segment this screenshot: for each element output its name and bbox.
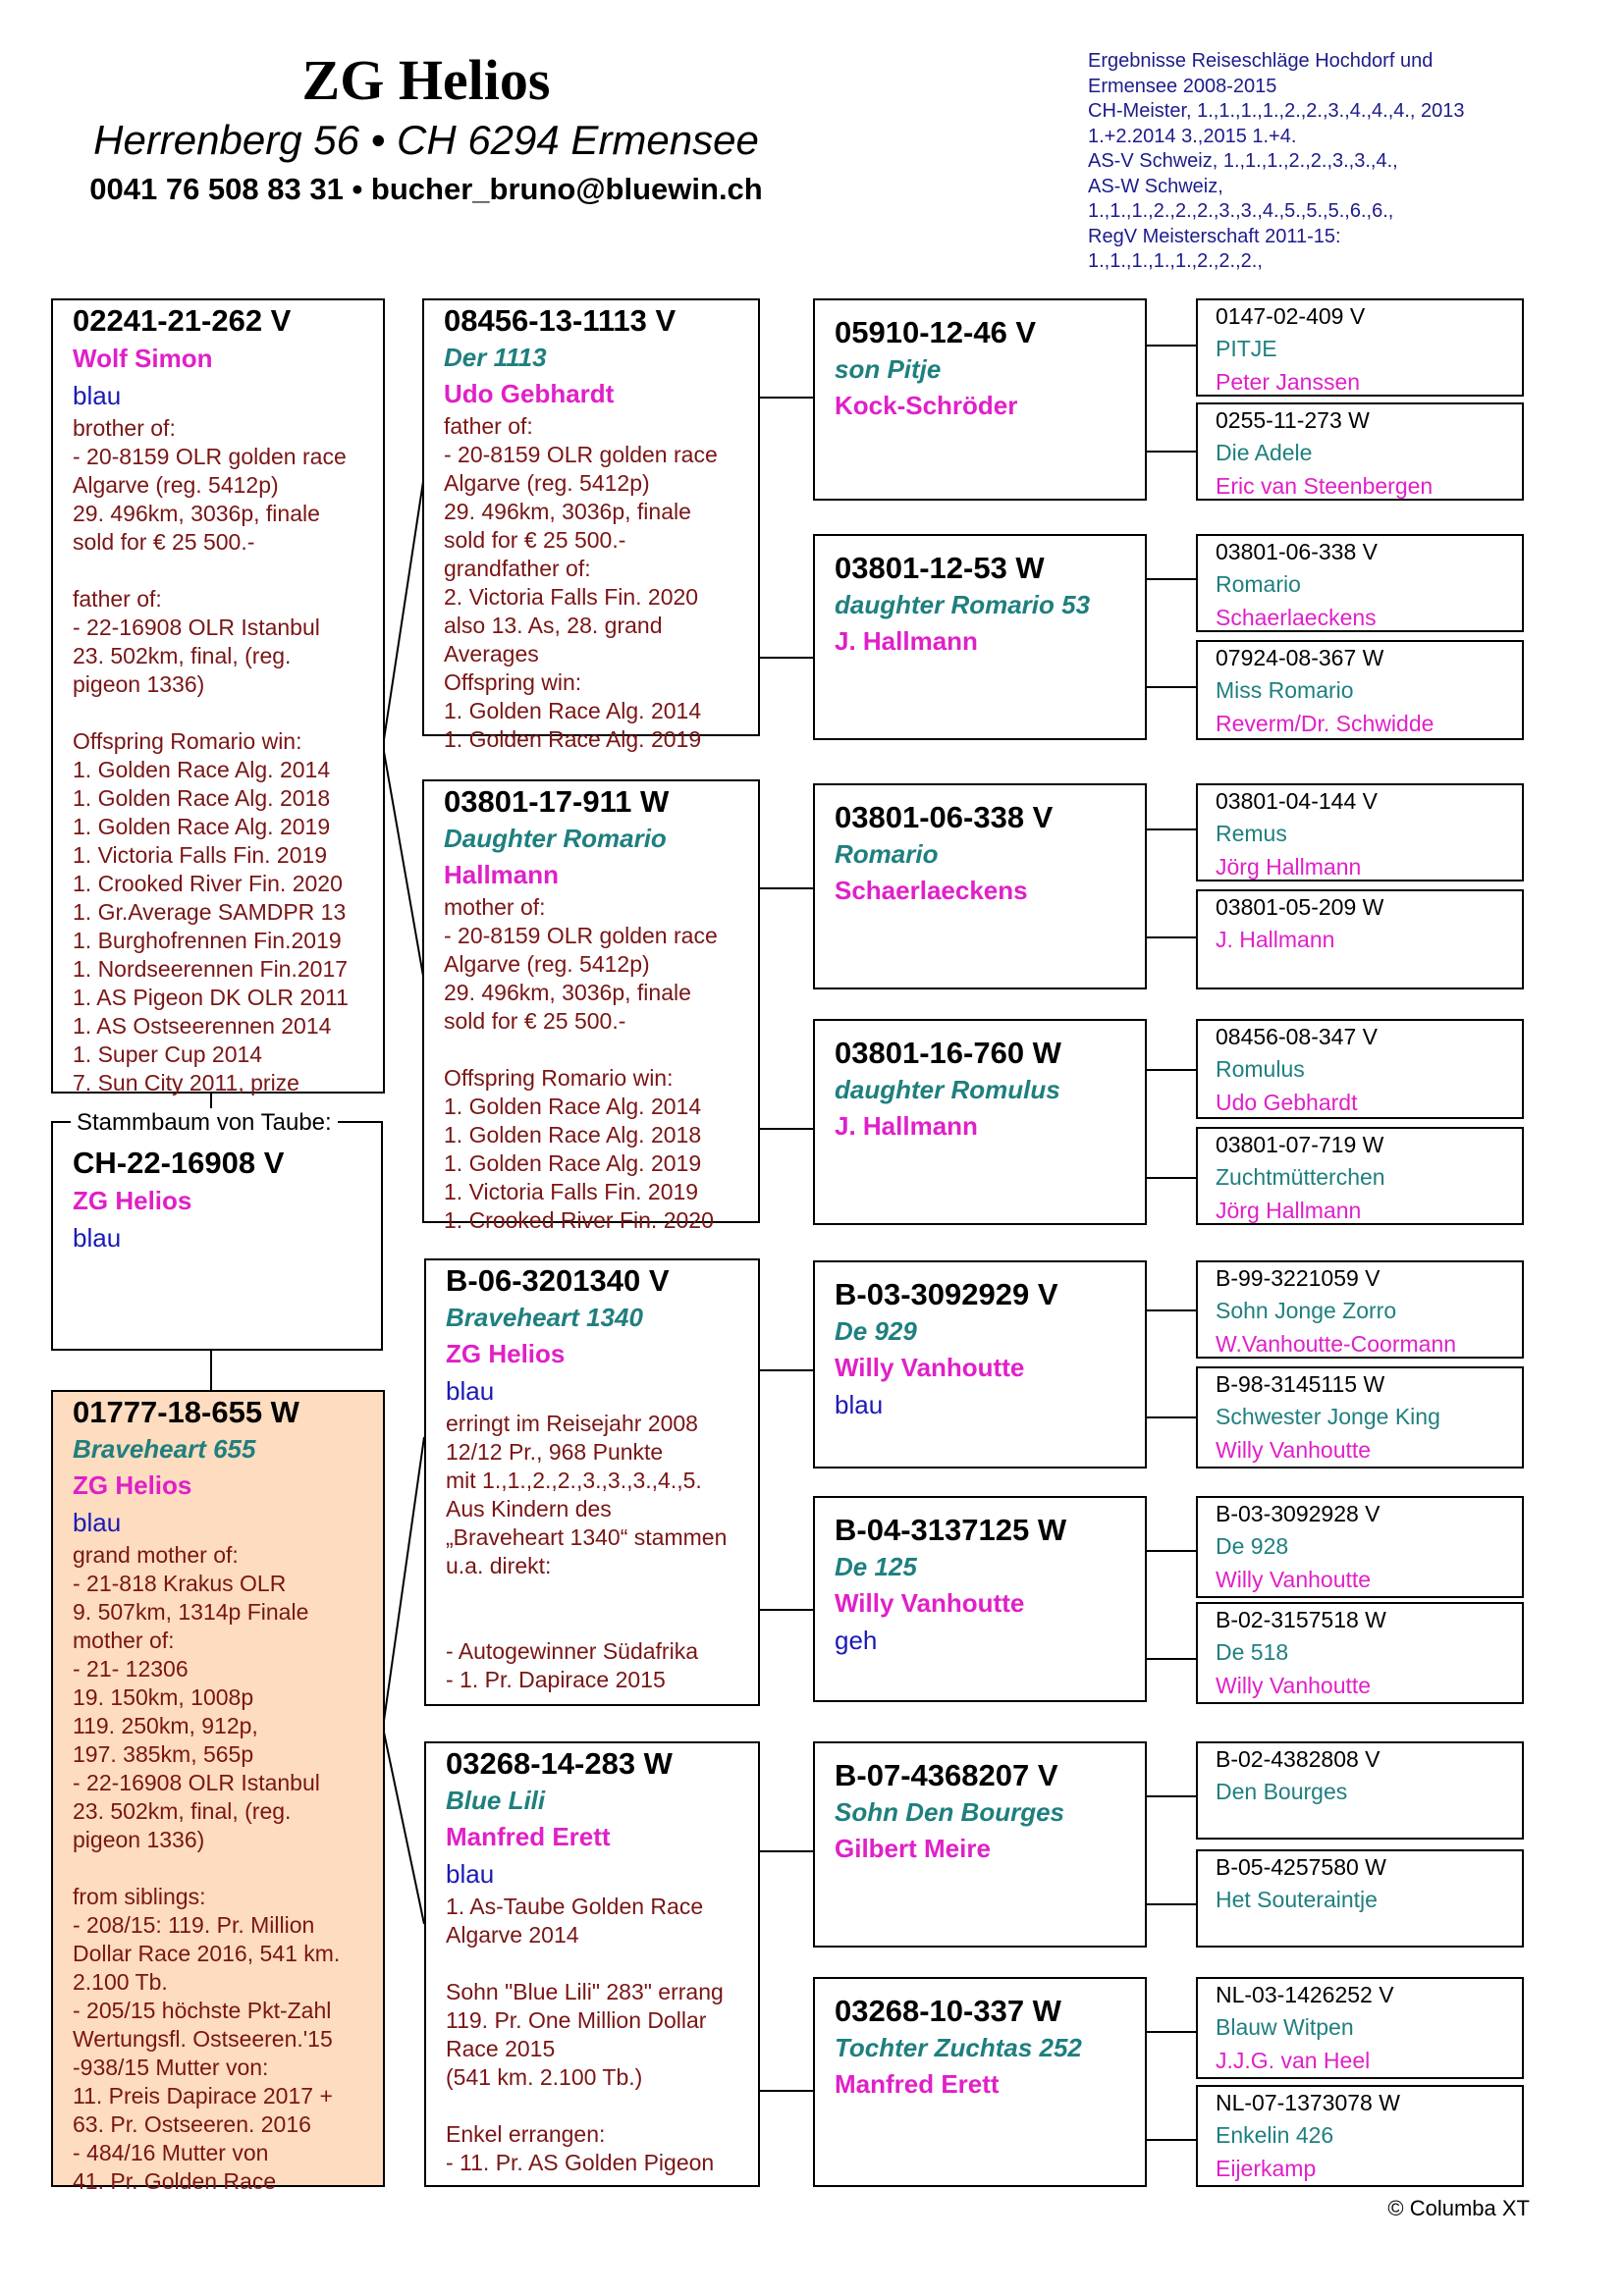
pigeon-name: Sohn Jonge Zorro bbox=[1216, 1298, 1397, 1323]
pigeon-notes bbox=[444, 893, 738, 1235]
ring-number: B-03-3092928 V bbox=[1216, 1501, 1380, 1526]
note-line: 1. Golden Race Alg. 2019 bbox=[73, 814, 331, 839]
pigeon-name: Schwester Jonge King bbox=[1216, 1404, 1440, 1429]
pigeon-notes bbox=[446, 1410, 738, 1694]
note-line: u.a. direkt: bbox=[446, 1553, 552, 1578]
ring-number: B-03-3092929 V bbox=[835, 1277, 1058, 1311]
note-line: - 484/16 Mutter von bbox=[73, 2140, 269, 2165]
pigeon-name: Remus bbox=[1216, 821, 1287, 846]
pigeon-breeder: J.J.G. van Heel bbox=[1216, 2048, 1371, 2073]
note-line: (541 km. 2.100 Tb.) bbox=[446, 2064, 643, 2090]
note-line: 2.100 Tb. bbox=[73, 1969, 168, 1995]
results-line: AS-W Schweiz, bbox=[1088, 175, 1223, 197]
note-line: 29. 496km, 3036p, finale bbox=[73, 501, 320, 526]
ancestor-card[interactable] bbox=[1196, 1127, 1524, 1225]
note-line: - 20-8159 OLR golden race bbox=[444, 923, 718, 948]
pigeon-breeder: W.Vanhoutte-Coormann bbox=[1216, 1331, 1457, 1357]
note-line: Algarve (reg. 5412p) bbox=[73, 472, 279, 498]
pigeon-name: PITJE bbox=[1216, 336, 1277, 361]
breeder-title: ZG Helios bbox=[301, 48, 551, 112]
pigeon-color: blau bbox=[446, 1376, 495, 1406]
great-grandparent-card[interactable] bbox=[813, 1977, 1147, 2187]
pigeon-name: son Pitje bbox=[835, 354, 942, 384]
note-line: „Braveheart 1340“ stammen bbox=[446, 1524, 728, 1550]
ring-number: B-07-4368207 V bbox=[835, 1758, 1058, 1792]
results-line: Ergebnisse Reiseschläge Hochdorf und bbox=[1088, 50, 1434, 72]
note-line: 9. 507km, 1314p Finale bbox=[73, 1599, 309, 1625]
note-line: pigeon 1336) bbox=[73, 1827, 205, 1852]
note-line: 41. Pr. Golden Race bbox=[73, 2168, 277, 2194]
note-line: - 1. Pr. Dapirace 2015 bbox=[446, 1667, 666, 1692]
pigeon-name: Het Souteraintje bbox=[1216, 1887, 1378, 1912]
note-line: Wertungsfl. Ostseeren.'15 bbox=[73, 2026, 333, 2052]
pigeon-name: Enkelin 426 bbox=[1216, 2122, 1334, 2148]
note-line: grandfather of: bbox=[444, 556, 591, 581]
ring-number: B-05-4257580 W bbox=[1216, 1854, 1386, 1880]
pigeon-color: blau bbox=[73, 1508, 122, 1537]
note-line: erringt im Reisejahr 2008 bbox=[446, 1411, 698, 1436]
note-line: 1. Crooked River Fin. 2020 bbox=[444, 1207, 714, 1233]
ring-number: 03801-16-760 W bbox=[835, 1036, 1061, 1070]
pigeon-breeder: ZG Helios bbox=[73, 1470, 192, 1500]
pigeon-name: Wolf Simon bbox=[73, 344, 213, 373]
pigeon-breeder: J. Hallmann bbox=[835, 1111, 978, 1141]
note-line: 1. Golden Race Alg. 2014 bbox=[444, 698, 702, 723]
pigeon-name: Blue Lili bbox=[446, 1786, 546, 1815]
pigeon-name: Blauw Witpen bbox=[1216, 2014, 1354, 2040]
ring-number: 07924-08-367 W bbox=[1216, 645, 1384, 670]
note-line: also 13. As, 28. grand bbox=[444, 613, 663, 638]
pigeon-name: De 928 bbox=[1216, 1533, 1289, 1559]
pigeon-name: Zuchtmütterchen bbox=[1216, 1164, 1385, 1190]
ancestor-card[interactable] bbox=[1196, 1849, 1524, 1948]
note-line: 29. 496km, 3036p, finale bbox=[444, 499, 691, 524]
note-line bbox=[446, 1580, 738, 1609]
note-line: - 21- 12306 bbox=[73, 1656, 189, 1682]
ring-number: NL-03-1426252 V bbox=[1216, 1982, 1394, 2007]
note-line: -938/15 Mutter von: bbox=[73, 2055, 269, 2080]
pigeon-name: Romulus bbox=[1216, 1056, 1305, 1082]
ancestor-card[interactable] bbox=[1196, 1260, 1524, 1359]
ring-number: 03268-14-283 W bbox=[446, 1746, 673, 1781]
ancestor-card[interactable] bbox=[1196, 2085, 1524, 2187]
pigeon-breeder: Schaerlaeckens bbox=[835, 876, 1028, 905]
pigeon-color: blau bbox=[73, 381, 122, 410]
pigeon-name: Die Adele bbox=[1216, 440, 1313, 465]
ring-number: B-99-3221059 V bbox=[1216, 1265, 1380, 1291]
note-line: sold for € 25 500.- bbox=[444, 527, 626, 553]
results-line: 1.,1.,1.,1.,1.,2.,2.,2., bbox=[1088, 250, 1263, 272]
note-line: 119. 250km, 912p, bbox=[73, 1713, 258, 1738]
pigeon-breeder: Manfred Erett bbox=[835, 2069, 1000, 2099]
note-line: 1. Burghofrennen Fin.2019 bbox=[73, 928, 342, 953]
note-line: 19. 150km, 1008p bbox=[73, 1684, 254, 1710]
pigeon-breeder: Willy Vanhoutte bbox=[1216, 1673, 1372, 1698]
pigeon-notes bbox=[446, 1893, 738, 2177]
note-line: Offspring Romario win: bbox=[73, 728, 302, 754]
note-line: 1. Victoria Falls Fin. 2019 bbox=[444, 1179, 699, 1204]
ancestor-card[interactable] bbox=[1196, 1602, 1524, 1704]
ring-number: 02241-21-262 V bbox=[73, 303, 292, 338]
pigeon-breeder: Reverm/Dr. Schwidde bbox=[1216, 711, 1435, 736]
pigeon-breeder: J. Hallmann bbox=[1216, 927, 1335, 952]
results-line: 1.,1.,1.,2.,2.,2.,3.,3.,4.,5.,5.,5.,6.,6., bbox=[1088, 200, 1394, 222]
ancestor-card[interactable] bbox=[1196, 889, 1524, 989]
note-line: 1. Victoria Falls Fin. 2019 bbox=[73, 842, 328, 868]
note-line: Sohn "Blue Lili" 283" errang bbox=[446, 1979, 724, 2004]
ring-number: 03801-06-338 V bbox=[835, 800, 1054, 834]
pigeon-name: Tochter Zuchtas 252 bbox=[835, 2033, 1082, 2062]
note-line: 1. Golden Race Alg. 2018 bbox=[444, 1122, 702, 1148]
note-line: 1. Crooked River Fin. 2020 bbox=[73, 871, 343, 896]
note-line: - 20-8159 OLR golden race bbox=[444, 442, 718, 467]
note-line bbox=[73, 557, 363, 585]
pigeon-breeder: Hallmann bbox=[444, 860, 560, 889]
note-line: Dollar Race 2016, 541 km. bbox=[73, 1941, 341, 1966]
note-line bbox=[73, 1854, 363, 1883]
ring-number: B-06-3201340 V bbox=[446, 1263, 670, 1298]
ancestor-card[interactable] bbox=[1196, 1741, 1524, 1840]
great-grandparent-card[interactable] bbox=[813, 783, 1147, 989]
ring-number: 03801-12-53 W bbox=[835, 551, 1045, 585]
pigeon-name: Braveheart 1340 bbox=[446, 1303, 643, 1332]
ancestor-card[interactable] bbox=[1196, 298, 1524, 397]
pigeon-name: De 125 bbox=[835, 1552, 917, 1581]
pigeon-breeder: Willy Vanhoutte bbox=[1216, 1437, 1372, 1463]
note-line: Offspring win: bbox=[444, 669, 582, 695]
note-line: brother of: bbox=[73, 415, 176, 441]
note-line bbox=[444, 1036, 738, 1064]
ring-number: 03801-04-144 V bbox=[1216, 788, 1378, 814]
great-grandparent-card[interactable] bbox=[813, 298, 1147, 501]
note-line: Algarve (reg. 5412p) bbox=[444, 470, 650, 496]
note-line: 29. 496km, 3036p, finale bbox=[444, 980, 691, 1005]
pigeon-name: Romario bbox=[1216, 571, 1301, 597]
pigeon-notes bbox=[444, 412, 738, 754]
pigeon-notes bbox=[73, 414, 363, 1097]
note-line: 12/12 Pr., 968 Punkte bbox=[446, 1439, 664, 1465]
note-line: 1. Golden Race Alg. 2019 bbox=[444, 726, 702, 752]
ring-number: 03801-06-338 V bbox=[1216, 539, 1378, 564]
note-line: 11. Preis Dapirace 2017 + bbox=[73, 2083, 333, 2109]
note-line: 119. Pr. One Million Dollar bbox=[446, 2007, 707, 2033]
note-line: Race 2015 bbox=[446, 2036, 556, 2061]
note-line: pigeon 1336) bbox=[73, 671, 205, 697]
ring-number: 01777-18-655 W bbox=[73, 1395, 299, 1429]
note-line: 1. Golden Race Alg. 2019 bbox=[444, 1150, 702, 1176]
pigeon-breeder: ZG Helios bbox=[446, 1339, 566, 1368]
pigeon-name: De 929 bbox=[835, 1316, 917, 1346]
pigeon-breeder: Eric van Steenbergen bbox=[1216, 473, 1434, 499]
note-line: Enkel errangen: bbox=[446, 2121, 606, 2147]
results-line: RegV Meisterschaft 2011-15: bbox=[1088, 225, 1341, 247]
ancestor-card[interactable] bbox=[1196, 534, 1524, 632]
great-grandparent-card[interactable] bbox=[813, 1496, 1147, 1702]
pigeon-breeder: Willy Vanhoutte bbox=[835, 1588, 1025, 1618]
pigeon-name: ZG Helios bbox=[73, 1186, 192, 1215]
pigeon-name: Romario bbox=[835, 839, 939, 869]
pigeon-breeder: Udo Gebhardt bbox=[1216, 1090, 1358, 1115]
grandparent-card[interactable] bbox=[424, 1741, 760, 2187]
pigeon-color: geh bbox=[835, 1626, 878, 1655]
pigeon-breeder: Willy Vanhoutte bbox=[1216, 1567, 1372, 1592]
ring-number: 03801-17-911 W bbox=[444, 784, 670, 819]
pigeon-color: blau bbox=[446, 1859, 495, 1889]
note-line: grand mother of: bbox=[73, 1542, 239, 1568]
pigeon-breeder: Peter Janssen bbox=[1216, 369, 1361, 395]
breeder-contact: 0041 76 508 83 31 • bucher_bruno@bluewin.ch bbox=[89, 172, 763, 206]
note-line: 1. Super Cup 2014 bbox=[73, 1041, 263, 1067]
note-line: 1. Gr.Average SAMDPR 13 bbox=[73, 899, 347, 925]
note-line: Algarve 2014 bbox=[446, 1922, 579, 1948]
pigeon-breeder: Gilbert Meire bbox=[835, 1834, 991, 1863]
pigeon-color: blau bbox=[835, 1390, 884, 1419]
pigeon-name: Den Bourges bbox=[1216, 1779, 1348, 1804]
note-line: father of: bbox=[73, 586, 162, 612]
note-line bbox=[446, 1609, 738, 1637]
note-line: - 22-16908 OLR Istanbul bbox=[73, 1770, 320, 1795]
pigeon-breeder: Eijerkamp bbox=[1216, 2156, 1317, 2181]
pigeon-color: blau bbox=[73, 1223, 122, 1253]
note-line: - 208/15: 119. Pr. Million bbox=[73, 1912, 315, 1938]
note-line: 1. AS Ostseerennen 2014 bbox=[73, 1013, 332, 1039]
pigeon-name: Daughter Romario bbox=[444, 824, 667, 853]
note-line: - 205/15 höchste Pkt-Zahl bbox=[73, 1998, 332, 2023]
note-line: Aus Kindern des bbox=[446, 1496, 612, 1522]
note-line: from siblings: bbox=[73, 1884, 206, 1909]
ring-number: 08456-13-1113 V bbox=[444, 303, 677, 338]
note-line bbox=[446, 2092, 738, 2120]
great-grandparent-card[interactable] bbox=[813, 1260, 1147, 1468]
pigeon-name: Der 1113 bbox=[444, 343, 547, 372]
note-line: 197. 385km, 565p bbox=[73, 1741, 254, 1767]
ring-number: B-02-3157518 W bbox=[1216, 1607, 1386, 1632]
pigeon-name: De 518 bbox=[1216, 1639, 1289, 1665]
note-line: mother of: bbox=[73, 1628, 175, 1653]
pigeon-name: Sohn Den Bourges bbox=[835, 1797, 1065, 1827]
results-line: 1.+2.2014 3.,2015 1.+4. bbox=[1088, 125, 1297, 147]
ancestor-card[interactable] bbox=[1196, 1366, 1524, 1468]
results-line: Ermensee 2008-2015 bbox=[1088, 75, 1277, 97]
note-line: - 21-818 Krakus OLR bbox=[73, 1571, 287, 1596]
note-line: Offspring Romario win: bbox=[444, 1065, 674, 1091]
pigeon-breeder: Schaerlaeckens bbox=[1216, 605, 1377, 630]
great-grandparent-card[interactable] bbox=[813, 1741, 1147, 1948]
great-grandparent-card[interactable] bbox=[813, 534, 1147, 740]
pigeon-breeder: J. Hallmann bbox=[835, 626, 978, 656]
note-line bbox=[446, 1949, 738, 1978]
note-line: sold for € 25 500.- bbox=[444, 1008, 626, 1034]
ring-number: NL-07-1373078 W bbox=[1216, 2090, 1400, 2115]
pigeon-breeder: Jörg Hallmann bbox=[1216, 854, 1362, 880]
mother-card[interactable] bbox=[51, 1390, 385, 2194]
note-line: 1. As-Taube Golden Race bbox=[446, 1894, 704, 1919]
grandparent-card[interactable] bbox=[422, 779, 760, 1233]
note-line: - 22-16908 OLR Istanbul bbox=[73, 614, 320, 640]
ancestor-card[interactable] bbox=[1196, 1496, 1524, 1598]
pigeon-breeder: Kock-Schröder bbox=[835, 391, 1018, 420]
note-line: 2. Victoria Falls Fin. 2020 bbox=[444, 584, 699, 610]
pigeon-name: daughter Romario 53 bbox=[835, 590, 1091, 619]
pigeon-breeder: Manfred Erett bbox=[446, 1822, 611, 1851]
pigeon-name: Braveheart 655 bbox=[73, 1434, 256, 1464]
note-line: 23. 502km, final, (reg. bbox=[73, 643, 292, 668]
results-line: CH-Meister, 1.,1.,1.,1.,2.,2.,3.,4.,4.,4., 2013 bbox=[1088, 100, 1465, 122]
note-line: 1. Golden Race Alg. 2014 bbox=[444, 1094, 702, 1119]
note-line: Algarve (reg. 5412p) bbox=[444, 951, 650, 977]
ancestor-card[interactable] bbox=[1196, 783, 1524, 881]
ring-number: 0255-11-273 W bbox=[1216, 407, 1370, 433]
ring-number: 03801-05-209 W bbox=[1216, 894, 1384, 920]
note-line: 23. 502km, final, (reg. bbox=[73, 1798, 292, 1824]
ring-number: B-02-4382808 V bbox=[1216, 1746, 1380, 1772]
note-line: 7. Sun City 2011, prize bbox=[73, 1070, 299, 1095]
ring-number: B-04-3137125 W bbox=[835, 1513, 1067, 1547]
note-line: 63. Pr. Ostseeren. 2016 bbox=[73, 2111, 311, 2137]
ring-number: 08456-08-347 V bbox=[1216, 1024, 1378, 1049]
grandparent-card[interactable] bbox=[422, 298, 760, 752]
breeder-address: Herrenberg 56 • CH 6294 Ermensee bbox=[93, 117, 759, 163]
ancestor-card[interactable] bbox=[1196, 1977, 1524, 2079]
copyright: © Columba XT bbox=[1387, 2196, 1530, 2220]
note-line: - Autogewinner Südafrika bbox=[446, 1638, 698, 1664]
note-line: 1. Nordseerennen Fin.2017 bbox=[73, 956, 349, 982]
note-line: 1. AS Pigeon DK OLR 2011 bbox=[73, 985, 349, 1010]
father-card[interactable] bbox=[51, 298, 385, 1094]
note-line: - 20-8159 OLR golden race bbox=[73, 444, 347, 469]
ancestor-card[interactable] bbox=[1196, 640, 1524, 740]
ring-number: CH-22-16908 V bbox=[73, 1146, 285, 1180]
results-line: AS-V Schweiz, 1.,1.,1.,2.,2.,3.,3.,4., bbox=[1088, 150, 1398, 172]
note-line: mother of: bbox=[444, 894, 546, 920]
note-line: father of: bbox=[444, 413, 533, 439]
note-line bbox=[73, 699, 363, 727]
great-grandparent-card[interactable] bbox=[813, 1019, 1147, 1225]
note-line: - 11. Pr. AS Golden Pigeon bbox=[446, 2150, 715, 2175]
note-line: 1. Golden Race Alg. 2014 bbox=[73, 757, 331, 782]
ancestor-card[interactable] bbox=[1196, 1019, 1524, 1119]
ancestor-card[interactable] bbox=[1196, 402, 1524, 501]
ring-number: 05910-12-46 V bbox=[835, 315, 1037, 349]
pedigree-label: Stammbaum von Taube: bbox=[71, 1108, 338, 1138]
pigeon-breeder: Udo Gebhardt bbox=[444, 379, 615, 408]
ring-number: 03801-07-719 W bbox=[1216, 1132, 1384, 1157]
note-line: sold for € 25 500.- bbox=[73, 529, 255, 555]
note-line: Averages bbox=[444, 641, 539, 667]
note-line: 1. Golden Race Alg. 2018 bbox=[73, 785, 331, 811]
ring-number: 0147-02-409 V bbox=[1216, 303, 1366, 329]
pigeon-breeder: Jörg Hallmann bbox=[1216, 1198, 1362, 1223]
ring-number: 03268-10-337 W bbox=[835, 1994, 1061, 2028]
pigeon-breeder: Willy Vanhoutte bbox=[835, 1353, 1025, 1382]
pigeon-name: daughter Romulus bbox=[835, 1075, 1060, 1104]
ring-number: B-98-3145115 W bbox=[1216, 1371, 1385, 1397]
subject-card[interactable] bbox=[51, 1121, 383, 1351]
note-line: mit 1.,1.,2.,2.,3.,3.,3.,4.,5. bbox=[446, 1468, 702, 1493]
grandparent-card[interactable] bbox=[424, 1258, 760, 1706]
pigeon-notes bbox=[73, 1541, 363, 2196]
pigeon-name: Miss Romario bbox=[1216, 677, 1354, 703]
